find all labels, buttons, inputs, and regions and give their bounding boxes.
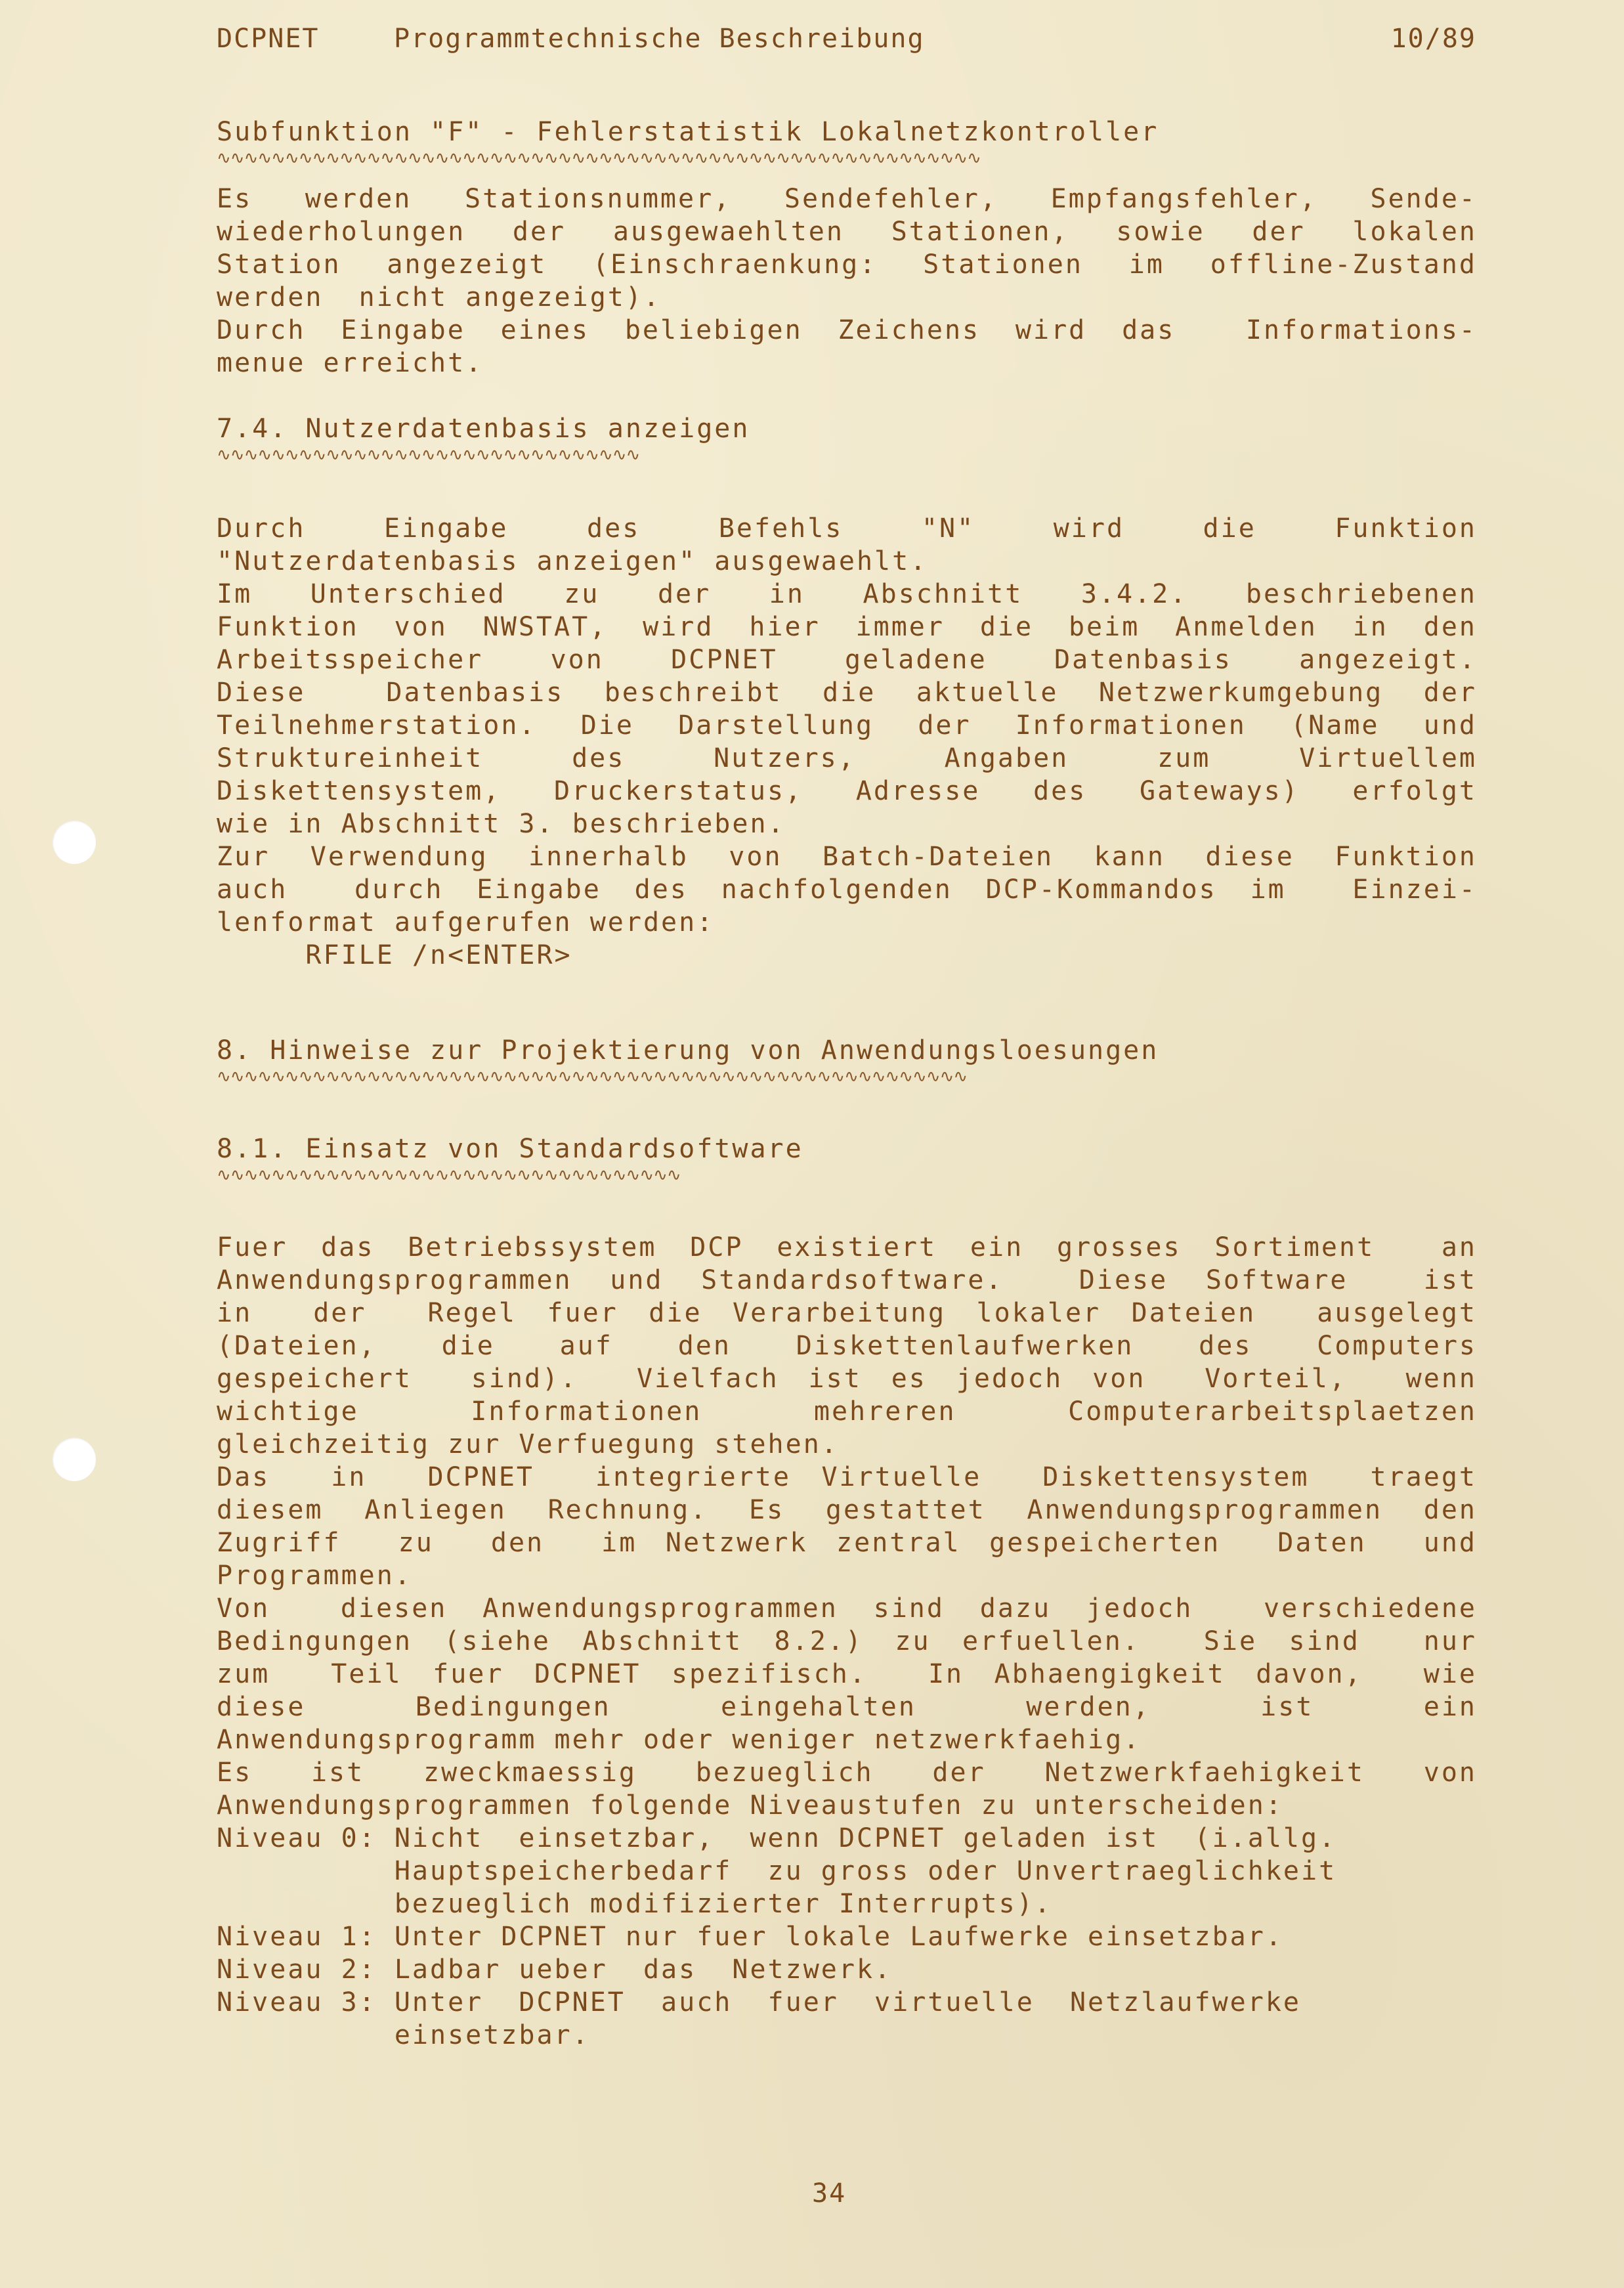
header-title: Programmtechnische Beschreibung (394, 24, 925, 54)
level-line: bezueglich modifizierter Interrupts). (217, 1889, 1052, 1919)
paragraph-line: Arbeitsspeicher von DCPNET geladene Datenbasis angezeigt. (217, 645, 1477, 675)
paragraph-line: Fuer das Betriebssystem DCP existiert ein grosses Sortiment an (217, 1232, 1477, 1263)
paragraph-line: lenformat aufgerufen werden: (217, 907, 715, 938)
paragraph-line: in der Regel fuer die Verarbeitung lokaler Dateien ausgelegt (217, 1298, 1477, 1328)
paragraph-line: Es werden Stationsnummer, Sendefehler, Empfangsfehler, Sende- (217, 184, 1477, 214)
paragraph-line: Das in DCPNET integrierte Virtuelle Diskettensystem traegt (217, 1462, 1477, 1492)
paragraph-line: "Nutzerdatenbasis anzeigen" ausgewaehlt. (217, 546, 928, 576)
paragraph-line: wie in Abschnitt 3. beschrieben. (217, 809, 786, 839)
level-line: Niveau 0: Nicht einsetzbar, wenn DCPNET geladen ist (i.allg. (217, 1823, 1337, 1853)
paragraph-line: gleichzeitig zur Verfuegung stehen. (217, 1429, 839, 1459)
paragraph-line: Programmen. (217, 1561, 412, 1591)
header-date: 10/89 (1390, 24, 1476, 54)
paragraph-line: diese Bedingungen eingehalten werden, ist ein (217, 1692, 1477, 1722)
heading-underline: ∿∿∿∿∿∿∿∿∿∿∿∿∿∿∿∿∿∿∿∿∿∿∿∿∿∿∿∿∿∿∿∿∿∿∿∿∿∿∿∿∿∿∿∿∿∿∿∿∿∿∿∿∿∿∿ (217, 1068, 968, 1085)
level-line: Niveau 1: Unter DCPNET nur fuer lokale Laufwerke einsetzbar. (217, 1922, 1283, 1952)
section-heading-subfunction-f: Subfunktion "F" - Fehlerstatistik Lokalnetzkontroller (217, 117, 1159, 147)
paragraph-line: Station angezeigt (Einschraenkung: Stationen im offline-Zustand (217, 249, 1477, 280)
paragraph-line: (Dateien, die auf den Diskettenlaufwerken des Computers (217, 1331, 1477, 1361)
section-heading-8-1: 8.1. Einsatz von Standardsoftware (217, 1134, 803, 1164)
paragraph-line: Anwendungsprogramm mehr oder weniger netzwerkfaehig. (217, 1725, 1142, 1755)
paragraph-line: wichtige Informationen mehreren Computerarbeitsplaetzen (217, 1396, 1477, 1427)
punch-hole (53, 1438, 96, 1481)
level-line: Niveau 3: Unter DCPNET auch fuer virtuelle Netzlaufwerke (217, 1987, 1302, 2018)
heading-underline: ∿∿∿∿∿∿∿∿∿∿∿∿∿∿∿∿∿∿∿∿∿∿∿∿∿∿∿∿∿∿∿∿∿∿∿∿∿∿∿∿∿∿∿∿∿∿∿∿∿∿∿∿∿∿∿∿ (217, 150, 981, 167)
level-line: Hauptspeicherbedarf zu gross oder Unvertraeglichkeit (217, 1856, 1337, 1886)
paragraph-line: auch durch Eingabe des nachfolgenden DCP-Kommandos im Einzei- (217, 874, 1477, 905)
header-app-name: DCPNET (217, 24, 320, 54)
paragraph-line: Durch Eingabe eines beliebigen Zeichens wird das Informations- (217, 315, 1477, 345)
paragraph-line: Anwendungsprogrammen folgende Niveaustufen zu unterscheiden: (217, 1790, 1283, 1821)
heading-underline: ∿∿∿∿∿∿∿∿∿∿∿∿∿∿∿∿∿∿∿∿∿∿∿∿∿∿∿∿∿∿∿ (217, 446, 640, 464)
level-line: Niveau 2: Ladbar ueber das Netzwerk. (217, 1954, 893, 1985)
paragraph-line: Zur Verwendung innerhalb von Batch-Dateien kann diese Funktion (217, 842, 1477, 872)
paragraph-line: Diskettensystem, Druckerstatus, Adresse des Gateways) erfolgt (217, 776, 1477, 806)
paragraph-line: Zugriff zu den im Netzwerk zentral gespeicherten Daten und (217, 1528, 1477, 1558)
paragraph-line: gespeichert sind). Vielfach ist es jedoch von Vorteil, wenn (217, 1364, 1477, 1394)
heading-underline: ∿∿∿∿∿∿∿∿∿∿∿∿∿∿∿∿∿∿∿∿∿∿∿∿∿∿∿∿∿∿∿∿∿∿ (217, 1167, 681, 1184)
page-header (217, 24, 1476, 60)
paragraph-line: zum Teil fuer DCPNET spezifisch. In Abhaengigkeit davon, wie (217, 1659, 1477, 1689)
paragraph-line: Durch Eingabe des Befehls "N" wird die Funktion (217, 513, 1477, 544)
page-number: 34 (812, 2178, 847, 2209)
paragraph-line: Diese Datenbasis beschreibt die aktuelle Netzwerkumgebung der (217, 678, 1477, 708)
paragraph-line: Struktureinheit des Nutzers, Angaben zum Virtuellem (217, 743, 1477, 773)
paragraph-line: Im Unterschied zu der in Abschnitt 3.4.2. beschriebenen (217, 579, 1477, 609)
paragraph-line: wiederholungen der ausgewaehlten Stationen, sowie der lokalen (217, 217, 1477, 247)
paragraph-line: Anwendungsprogrammen und Standardsoftware. Diese Software ist (217, 1265, 1477, 1295)
paragraph-line: Von diesen Anwendungsprogrammen sind dazu jedoch verschiedene (217, 1593, 1477, 1624)
paragraph-line: diesem Anliegen Rechnung. Es gestattet Anwendungsprogrammen den (217, 1495, 1477, 1525)
paragraph-line: Es ist zweckmaessig bezueglich der Netzwerkfaehigkeit von (217, 1758, 1477, 1788)
paragraph-line: werden nicht angezeigt). (217, 282, 662, 313)
command-line: RFILE /n<ENTER> (217, 940, 572, 970)
section-heading-8: 8. Hinweise zur Projektierung von Anwendungsloesungen (217, 1035, 1159, 1066)
paragraph-line: Bedingungen (siehe Abschnitt 8.2.) zu erfuellen. Sie sind nur (217, 1626, 1477, 1656)
paragraph-line: Funktion von NWSTAT, wird hier immer die beim Anmelden in den (217, 612, 1477, 642)
punch-hole (53, 821, 96, 864)
level-line: einsetzbar. (217, 2020, 590, 2050)
paragraph-line: menue erreicht. (217, 348, 484, 378)
section-heading-7-4: 7.4. Nutzerdatenbasis anzeigen (217, 414, 750, 444)
paragraph-line: Teilnehmerstation. Die Darstellung der Informationen (Name und (217, 710, 1477, 741)
